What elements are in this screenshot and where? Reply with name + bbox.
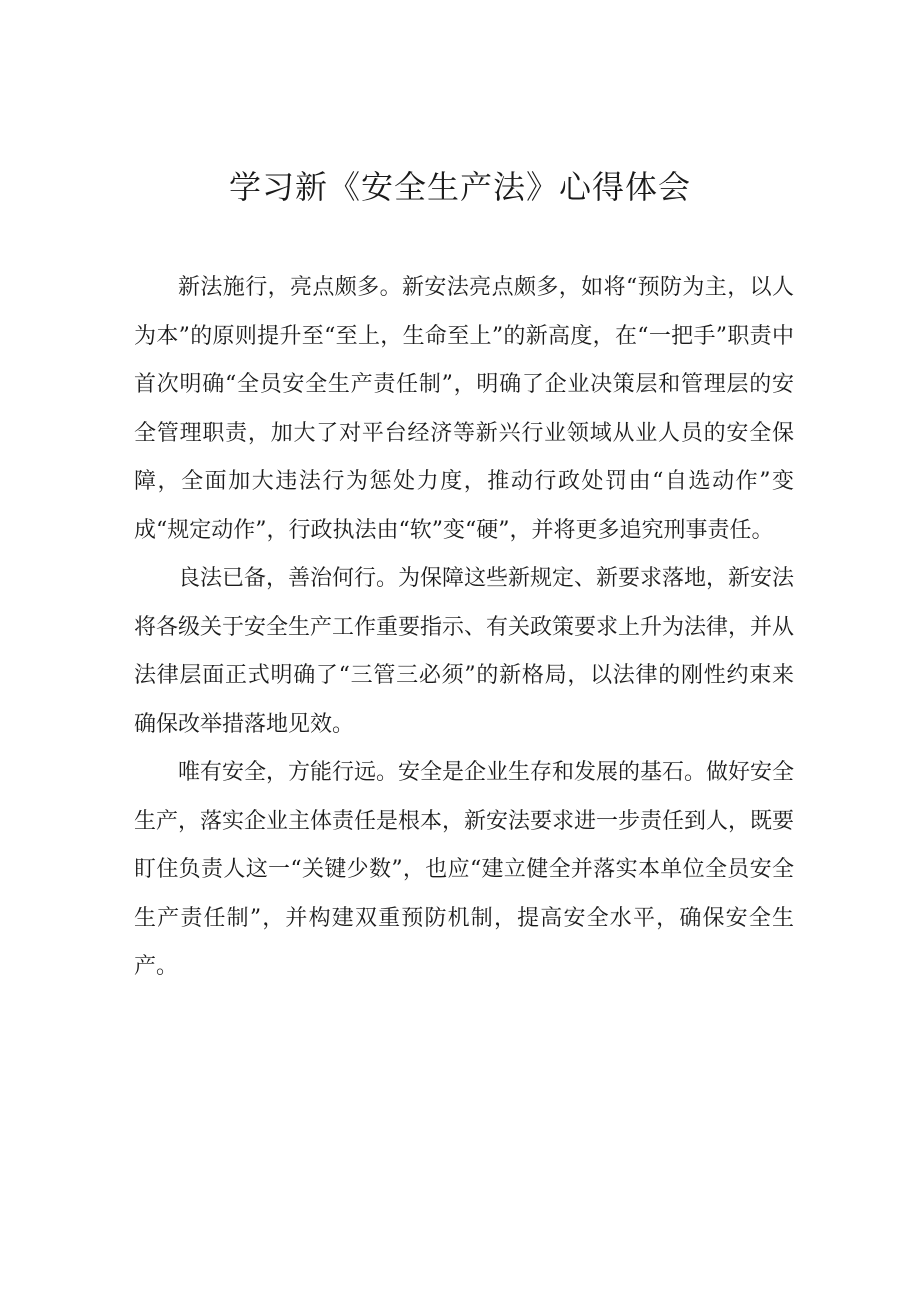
- document-body: [134, 264, 794, 992]
- document-title: 学习新《安全生产法》心得体会: [228, 168, 691, 206]
- paragraph-2: 良法已备，善治何行。为保障这些新规定、新要求落地，新安法将各级关于安全生产工作重要指示、有关政策要求上升为法律，并从法律层面正式明确了“三管三必须”的新格局，以法律的刚性约束来确保改举措落地见效。: [134, 566, 795, 737]
- paragraph-1: 新法施行，亮点颇多。新安法亮点颇多，如将“预防为主，以人为本”的原则提升至“至上，生命至上”的新高度，在“一把手”职责中首次明确“全员安全生产责任制”，明确了企业决策层和管理层的安全管理职责，加大了对平台经济等新兴行业领域从业人员的安全保障，全面加大违法行为惩处力度，推动行政处罚由“自选动作”变成“规定动作”，行政执法由“软”变“硬”，并将更多追究刑事责任。: [134, 275, 794, 543]
- paragraph-3: 唯有安全，方能行远。安全是企业生存和发展的基石。做好安全生产，落实企业主体责任是根本，新安法要求进一步责任到人，既要盯住负责人这一“关键少数”，也应“建立健全并落实本单位全员安全生产责任制”，并构建双重预防机制，提高安全水平，确保安全生产。: [134, 760, 795, 979]
